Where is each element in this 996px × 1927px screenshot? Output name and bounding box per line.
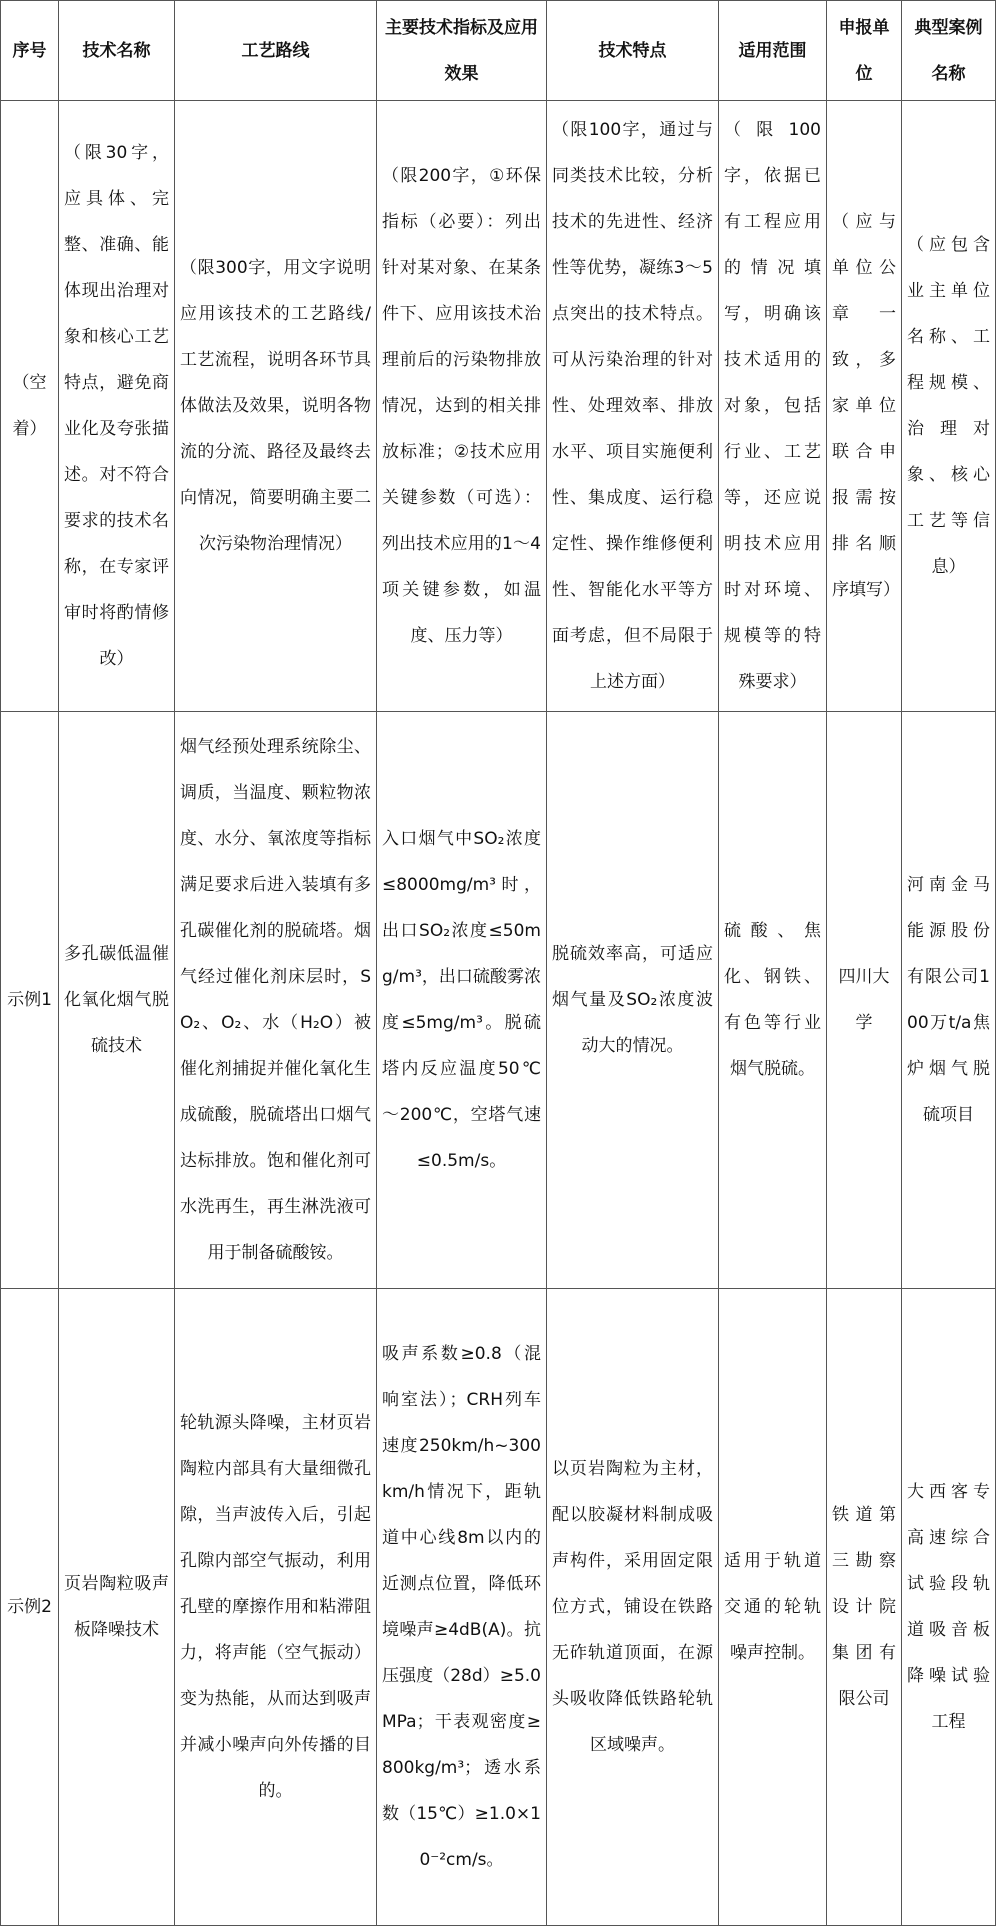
- row-indicators: 入口烟气中SO₂浓度≤8000mg/m³时，出口SO₂浓度≤50mg/m³，出口硫酸雾浓度≤5mg/m³。脱硫塔内反应温度50℃～200℃，空塔气速≤0.5m/s。: [377, 712, 547, 1289]
- row-case: （应包含业主单位名称、工程规模、治理对象、核心工艺等信息）: [902, 101, 996, 712]
- row-applicant: 铁道第三勘察设计院集团有限公司: [827, 1289, 902, 1926]
- row-seq: （空着）: [1, 101, 59, 712]
- header-name: 技术名称: [59, 1, 175, 101]
- header-process: 工艺路线: [175, 1, 377, 101]
- row-case: 河南金马能源股份有限公司100万t/a焦炉烟气脱硫项目: [902, 712, 996, 1289]
- header-indicators: 主要技术指标及应用效果: [377, 1, 547, 101]
- row-process: （限300字，用文字说明应用该技术的工艺路线/工艺流程，说明各环节具体做法及效果，说明各物流的分流、路径及最终去向情况，简要明确主要二次污染物治理情况）: [175, 101, 377, 712]
- header-features: 技术特点: [547, 1, 719, 101]
- row-applicant: 四川大学: [827, 712, 902, 1289]
- row-name: 页岩陶粒吸声板降噪技术: [59, 1289, 175, 1926]
- table-row: [1, 1289, 996, 1926]
- row-scope: 硫酸、焦化、钢铁、有色等行业烟气脱硫。: [719, 712, 827, 1289]
- table-row: [1, 712, 996, 1289]
- row-scope: （限100字，依据已有工程应用的情况填写，明确该技术适用的对象，包括行业、工艺等，还应说明技术应用时对环境、规模等的特殊要求）: [719, 101, 827, 712]
- row-case: 大西客专高速综合试验段轨道吸音板降噪试验工程: [902, 1289, 996, 1926]
- row-name: 多孔碳低温催化氧化烟气脱硫技术: [59, 712, 175, 1289]
- row-features: 脱硫效率高，可适应烟气量及SO₂浓度波动大的情况。: [547, 712, 719, 1289]
- row-indicators: （限200字，①环保指标（必要）：列出针对某对象、在某条件下、应用该技术治理前后的污染物排放情况，达到的相关排放标准；②技术应用关键参数（可选）：列出技术应用的1～4项关键参数，如温度、压力等）: [377, 101, 547, 712]
- header-case: 典型案例名称: [902, 1, 996, 101]
- header-row: [1, 1, 996, 101]
- row-indicators: 吸声系数≥0.8（混响室法）；CRH列车速度250km/h~300km/h情况下，距轨道中心线8m以内的近测点位置，降低环境噪声≥4dB(A)。抗压强度（28d）≥5.0MPa；干表观密度≥800kg/m³；透水系数（15℃）≥1.0×10⁻²cm/s。: [377, 1289, 547, 1926]
- row-process: 轮轨源头降噪，主材页岩陶粒内部具有大量细微孔隙，当声波传入后，引起孔隙内部空气振动，利用孔壁的摩擦作用和粘滞阻力，将声能（空气振动）变为热能，从而达到吸声并减小噪声向外传播的目的。: [175, 1289, 377, 1926]
- row-scope: 适用于轨道交通的轮轨噪声控制。: [719, 1289, 827, 1926]
- row-seq: 示例1: [1, 712, 59, 1289]
- row-name: （限30字，应具体、完整、准确、能体现出治理对象和核心工艺特点，避免商业化及夸张描述。对不符合要求的技术名称，在专家评审时将酌情修改）: [59, 101, 175, 712]
- row-process: 烟气经预处理系统除尘、调质，当温度、颗粒物浓度、水分、氧浓度等指标满足要求后进入装填有多孔碳催化剂的脱硫塔。烟气经过催化剂床层时，SO₂、O₂、水（H₂O）被催化剂捕捉并催化氧化生成硫酸，脱硫塔出口烟气达标排放。饱和催化剂可水洗再生，再生淋洗液可用于制备硫酸铵。: [175, 712, 377, 1289]
- row-applicant: （应与单位公章一致，多家单位联合申报需按排名顺序填写）: [827, 101, 902, 712]
- row-features: （限100字，通过与同类技术比较，分析技术的先进性、经济性等优势，凝练3～5点突出的技术特点。可从污染治理的针对性、处理效率、排放水平、项目实施便利性、集成度、运行稳定性、操作维修便利性、智能化水平等方面考虑，但不局限于上述方面）: [547, 101, 719, 712]
- row-features: 以页岩陶粒为主材，配以胶凝材料制成吸声构件，采用固定限位方式，铺设在铁路无砟轨道顶面，在源头吸收降低铁路轮轨区域噪声。: [547, 1289, 719, 1926]
- header-seq: 序号: [1, 1, 59, 101]
- header-applicant: 申报单位: [827, 1, 902, 101]
- table-row: [1, 101, 996, 712]
- row-seq: 示例2: [1, 1289, 59, 1926]
- header-scope: 适用范围: [719, 1, 827, 101]
